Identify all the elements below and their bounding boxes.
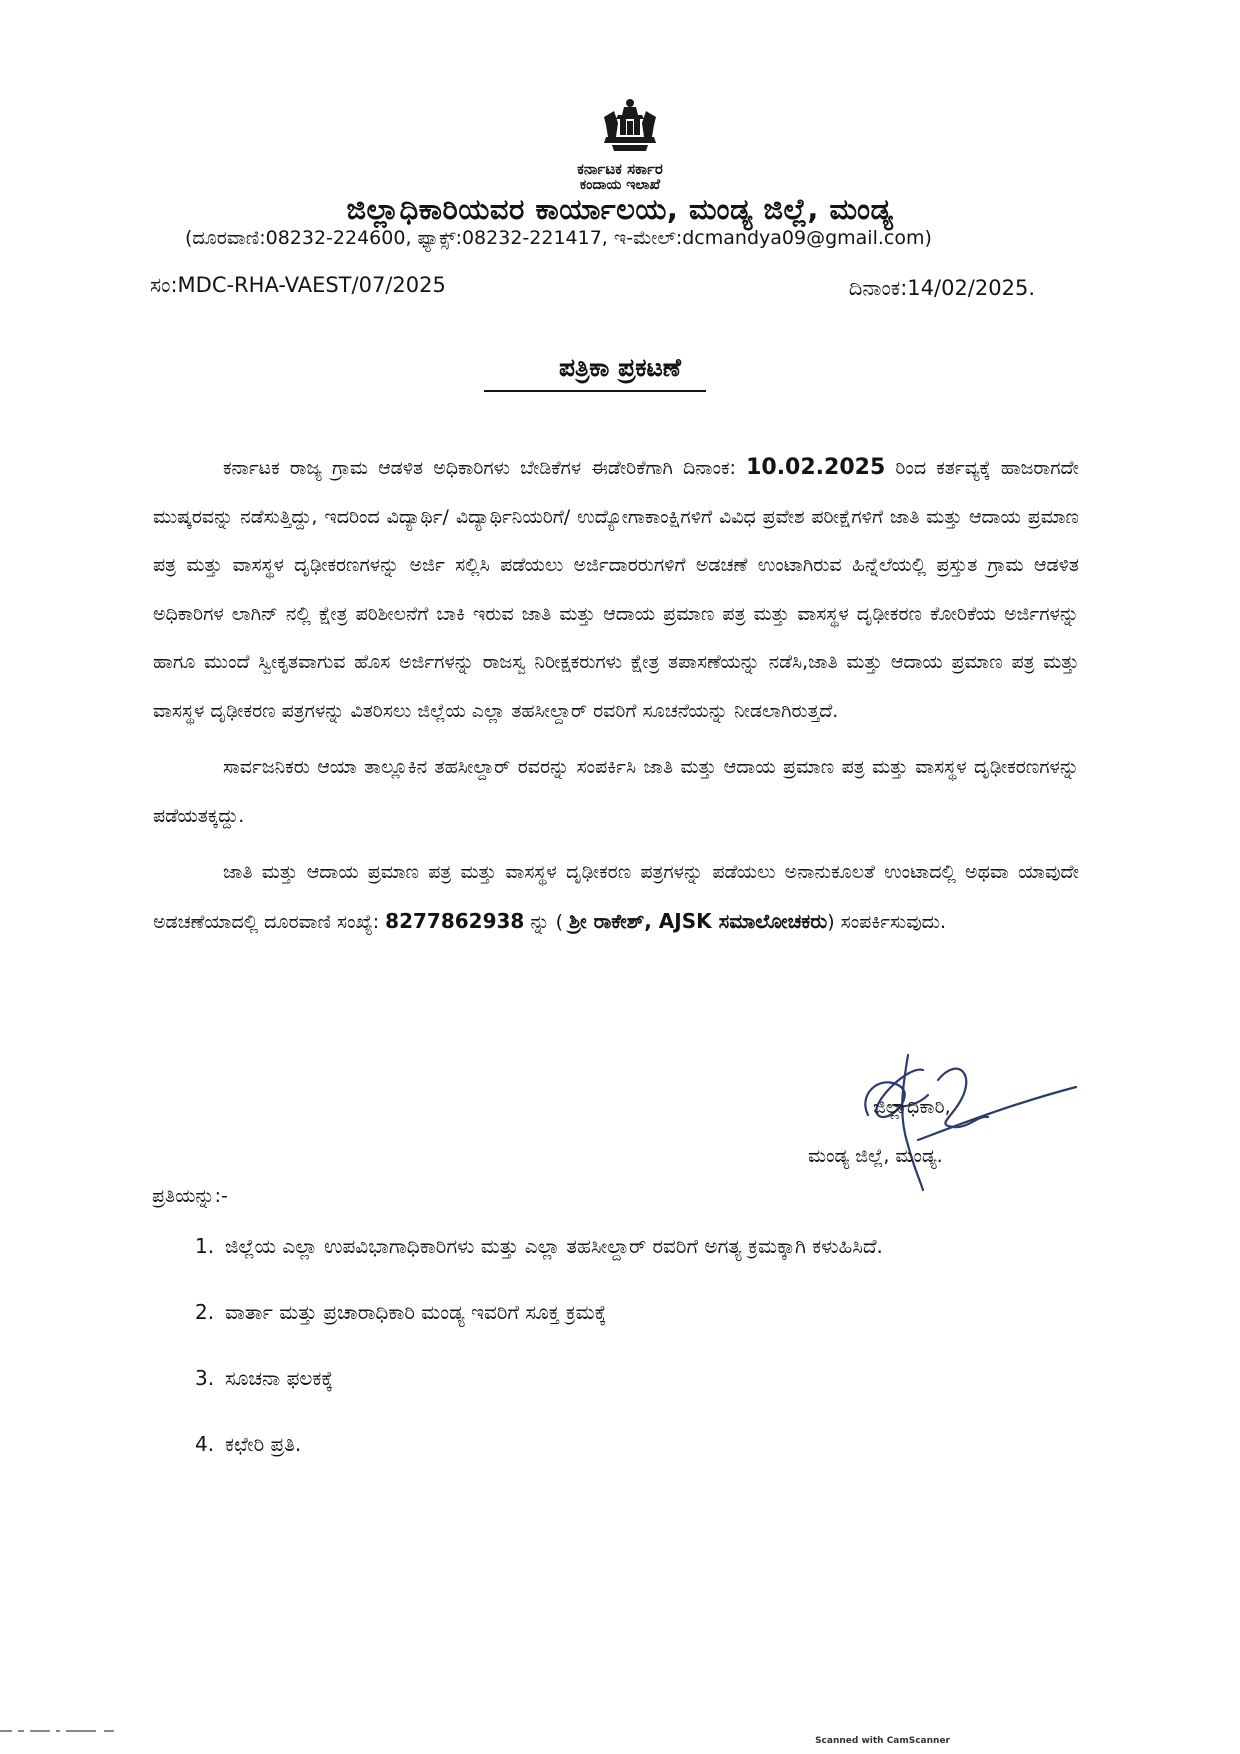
document-date: ದಿನಾಂಕ:14/02/2025. [848,276,1035,300]
press-release-title: ಪತ್ರಿಕಾ ಪ್ರಕಟಣೆ [558,353,681,382]
paragraph-2 [153,743,1079,840]
contact-phone: 8277862938 [385,908,525,933]
paragraph-3 [153,848,1079,946]
title-underline [484,390,706,392]
paragraph-3-end: ) ಸಂಪರ್ಕಿಸುವುದು. [827,910,947,933]
signatory-title: ಜಿಲ್ಲಾಧಿಕಾರಿ, [873,1096,951,1118]
copies-list [195,1223,1075,1487]
list-item-text: ವಾರ್ತಾ ಮತ್ತು ಪ್ರಚಾರಾಧಿಕಾರಿ ಮಂಡ್ಯ ಇವರಿಗೆ ಸೂಕ್ತ ಕ್ರಮಕ್ಕೆ [225,1300,607,1324]
copies-heading: ಪ್ರತಿಯನ್ನು:- [152,1185,228,1207]
signature-mark [848,1045,1078,1195]
list-item-text: ಸೂಚನಾ ಫಲಕಕ್ಕೆ [225,1366,334,1390]
list-item-number: 1. [195,1234,215,1258]
office-title: ಜಿಲ್ಲಾಧಿಕಾರಿಯವರ ಕಾರ್ಯಾಲಯ, ಮಂಡ್ಯ ಜಿಲ್ಲೆ, ಮಂಡ್ಯ [346,192,894,226]
paragraph-3-start: ಜಾತಿ ಮತ್ತು ಆದಾಯ ಪ್ರಮಾಣ ಪತ್ರ ಮತ್ತು ವಾಸಸ್ಥಳ ದೃಢೀಕರಣ ಪತ್ರಗಳನ್ನು ಪಡೆಯಲು ಅನಾನುಕೂಲತೆ ಉಂಟಾದಲ್ಲಿ ಅಥವಾ ಯಾವುದೇ ಅಡಚಣೆಯಾದಲ್ಲಿ ದೂರವಾಣಿ ಸಂಖ್ಯೆ: [153,861,1079,933]
contact-person: ಶ್ರೀ ರಾಕೇಶ್, AJSK ಸಮಾಲೋಚಕರು [569,908,828,933]
signatory-place: ಮಂಡ್ಯ ಜಿಲ್ಲೆ, ಮಂಡ್ಯ. [808,1145,943,1167]
list-item [195,1223,1075,1269]
list-item [195,1355,1075,1401]
list-item [195,1289,1075,1335]
scanner-watermark: Scanned with CamScanner [815,1736,950,1746]
paragraph-1-rest: ರಿಂದ ಕರ್ತವ್ಯಕ್ಕೆ ಹಾಜರಾಗದೇ ಮುಷ್ಕರವನ್ನು ನಡೆಸುತ್ತಿದ್ದು, ಇದರಿಂದ ವಿದ್ಯಾರ್ಥಿ/ ವಿದ್ಯಾರ್ಥಿನಿಯರಿಗೆ/ ಉದ್ಯೋಗಾಕಾಂಕ್ಷಿಗಳಿಗೆ ವಿವಿಧ ಪ್ರವೇಶ ಪರೀಕ್ಷೆಗಳಿಗೆ ಜಾತಿ ಮತ್ತು ಆದಾಯ ಪ್ರಮಾಣ ಪತ್ರ ಮತ್ತು ವಾಸಸ್ಥಳ ದೃಢೀಕರಣಗಳನ್ನು ಅರ್ಜಿ ಸಲ್ಲಿಸಿ ಪಡೆಯಲು ಅರ್ಜಿದಾರರುಗಳಿಗೆ ಅಡಚಣೆ ಉಂಟಾಗಿರುವ ಹಿನ್ನೆಲೆಯಲ್ಲಿ ಪ್ರಸ್ತುತ ಗ್ರಾಮ ಆಡಳಿತ ಅಧಿಕಾರಿಗಳ ಲಾಗಿನ್ ನಲ್ಲಿ ಕ್ಷೇತ್ರ ಪರಿಶೀಲನೆಗೆ ಬಾಕಿ ಇರುವ ಜಾತಿ ಮತ್ತು ಆದಾಯ ಪ್ರಮಾಣ ಪತ್ರ ಮತ್ತು ವಾಸಸ್ಥಳ ದೃಢೀಕರಣ ಕೋರಿಕೆಯ ಅರ್ಜಿಗಳನ್ನು ಹಾಗೂ ಮುಂದೆ ಸ್ವೀಕೃತವಾಗುವ ಹೊಸ ಅರ್ಜಿಗಳನ್ನು ರಾಜಸ್ವ ನಿರೀಕ್ಷಕರುಗಳು ಕ್ಷೇತ್ರ ತಪಾಸಣೆಯನ್ನು ನಡೆಸಿ,ಜಾತಿ ಮತ್ತು ಆದಾಯ ಪ್ರಮಾಣ ಪತ್ರ ಮತ್ತು ವಾಸಸ್ಥಳ ದೃಢೀಕರಣ ಪತ್ರಗಳನ್ನು ವಿತರಿಸಲು ಜಿಲ್ಲೆಯ ಎಲ್ಲಾ ತಹಸೀಲ್ದಾರ್ ರವರಿಗೆ ಸೂಚನೆಯನ್ನು ನೀಡಲಾಗಿರುತ್ತದೆ. [153,457,1079,722]
list-item-text: ಜಿಲ್ಲೆಯ ಎಲ್ಲಾ ಉಪವಿಭಾಗಾಧಿಕಾರಿಗಳು ಮತ್ತು ಎಲ್ಲಾ ತಹಸೀಲ್ದಾರ್ ರವರಿಗೆ ಅಗತ್ಯ ಕ್ರಮಕ್ಕಾಗಿ ಕಳುಹಿಸಿದೆ. [225,1234,883,1258]
department-name: ಕಂದಾಯ ಇಲಾಖೆ [579,177,661,193]
paragraph-1-start: ಕರ್ನಾಟಕ ರಾಜ್ಯ ಗ್ರಾಮ ಆಡಳಿತ ಅಧಿಕಾರಿಗಳು ಬೇಡಿಕೆಗಳ ಈಡೇರಿಕೆಗಾಗಿ ದಿನಾಂಕ: [223,457,747,479]
press-release-body [153,444,1079,946]
karnataka-emblem-icon [596,95,664,155]
reference-number: ಸಂ:MDC-RHA-VAEST/07/2025 [150,273,446,297]
government-name: ಕರ್ನಾಟಕ ಸರ್ಕಾರ [577,160,663,178]
paragraph-2-text: ಸಾರ್ವಜನಿಕರು ಆಯಾ ತಾಲ್ಲೂಕಿನ ತಹಸೀಲ್ದಾರ್ ರವರನ್ನು ಸಂಪರ್ಕಿಸಿ ಜಾತಿ ಮತ್ತು ಆದಾಯ ಪ್ರಮಾಣ ಪತ್ರ ಮತ್ತು ವಾಸಸ್ಥಳ ದೃಢೀಕರಣಗಳನ್ನು ಪಡೆಯತಕ್ಕದ್ದು. [153,756,1079,827]
contact-details: (ದೂರವಾಣಿ:08232-224600, ಫ್ಯಾಕ್ಸ್:08232-221417, ಇ-ಮೇಲ್:dcmandya09@gmail.com) [185,227,932,249]
list-item-text: ಕಛೇರಿ ಪ್ರತಿ. [225,1432,302,1456]
list-item-number: 3. [195,1366,215,1390]
strike-start-date: 10.02.2025 [746,455,886,480]
paragraph-3-middle: ನ್ನು ( [524,910,570,933]
list-item-number: 2. [195,1300,215,1324]
scan-edge-mark [0,1718,140,1722]
list-item [195,1421,1075,1467]
paragraph-1 [153,444,1079,735]
list-item-number: 4. [195,1432,215,1456]
